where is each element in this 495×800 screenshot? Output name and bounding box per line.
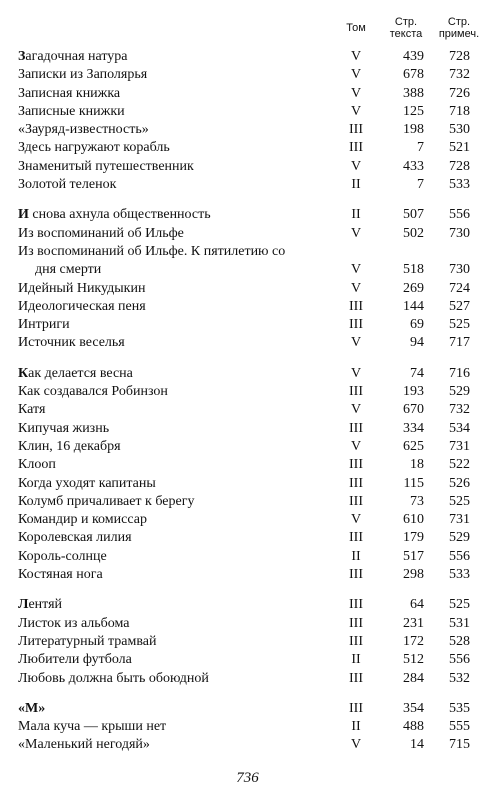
entry-title: Записная книжка: [18, 85, 121, 101]
entry-title: Король-солнце: [18, 548, 107, 564]
entry-text-page: 334: [403, 420, 424, 436]
entry-notes-page: 730: [449, 262, 470, 278]
entry-text-page: 64: [410, 597, 424, 613]
entry-text-page: 388: [403, 85, 424, 101]
entry-notes-page: 730: [449, 225, 470, 241]
entry-volume: II: [351, 652, 361, 668]
index-entry: [0, 225, 495, 243]
index-entry: [0, 548, 495, 566]
entry-notes-page: 522: [449, 457, 470, 473]
entry-volume: III: [349, 298, 363, 314]
entry-notes-page: 728: [449, 49, 470, 64]
entry-title: Катя: [18, 402, 46, 418]
entry-title: Кипучая жизнь: [18, 420, 110, 436]
entry-notes-page: 732: [449, 402, 470, 418]
entry-volume: II: [351, 177, 361, 193]
entry-volume: V: [350, 402, 362, 418]
entry-text-page: 433: [403, 158, 424, 174]
entry-text-page: 144: [403, 298, 424, 314]
entry-volume: III: [349, 670, 363, 686]
entry-notes-page: 731: [449, 438, 470, 454]
entry-title-rest: снова ахнула общественность: [28, 207, 211, 223]
entry-title: «Зауряд-известность»: [18, 122, 149, 138]
entry-title: Любовь должна быть обоюдной: [18, 670, 209, 686]
entry-volume: III: [349, 317, 363, 333]
entry-notes-page: 556: [449, 207, 470, 223]
entry-title-rest: агадочная натура: [25, 49, 128, 64]
entry-volume: V: [350, 512, 362, 528]
index-entry: [0, 316, 495, 334]
entry-notes-page: 732: [449, 67, 470, 83]
index-entry: [0, 66, 495, 84]
entry-volume: V: [350, 225, 362, 241]
index-entry: [0, 651, 495, 669]
notes-page-column-heading: [434, 16, 484, 40]
index-entry: [0, 334, 495, 352]
entry-volume: V: [350, 49, 362, 64]
entry-notes-page: 521: [449, 140, 470, 156]
index-entry: [0, 103, 495, 121]
index-entry: [0, 48, 495, 66]
index-entry: [0, 85, 495, 103]
index-entry: [0, 206, 495, 224]
entry-title: Клин, 16 декабря: [18, 438, 121, 454]
entry-notes-page: 715: [449, 737, 470, 753]
entry-notes-page: 534: [449, 420, 470, 436]
index-entry: [0, 529, 495, 547]
entry-text-page: 517: [403, 548, 424, 564]
entry-title: Интриги: [18, 317, 70, 333]
entry-text-page: 14: [410, 737, 424, 753]
entry-title: [18, 206, 211, 224]
entry-volume: III: [349, 615, 363, 631]
entry-volume: V: [350, 737, 362, 753]
index-entry: [0, 493, 495, 511]
entry-volume: V: [350, 335, 362, 351]
entry-text-page: 125: [403, 103, 424, 119]
entry-title: Из воспоминаний об Ильфе. К пятилетию со: [18, 243, 286, 259]
entry-volume: III: [349, 633, 363, 649]
index-entry: [0, 401, 495, 419]
text-page-column-heading: [386, 16, 426, 40]
entry-text-page: 115: [403, 475, 424, 491]
entry-notes-page: 529: [449, 530, 470, 546]
index-entry: [0, 633, 495, 651]
index-entry: [0, 280, 495, 298]
column-header: [0, 14, 495, 44]
entry-notes-page: 528: [449, 633, 470, 649]
entry-text-page: 298: [403, 567, 424, 583]
index-entry: [0, 298, 495, 316]
section-letter: Л: [18, 597, 29, 613]
entry-text-page: 269: [403, 280, 424, 296]
index-entry: [0, 383, 495, 401]
page-number: 736: [236, 770, 259, 786]
text-page-heading-line: текста: [389, 28, 423, 40]
entry-notes-page: 532: [449, 670, 470, 686]
entry-title-rest: ентяй: [28, 597, 63, 613]
entry-notes-page: 731: [449, 512, 470, 528]
entry-title: [18, 365, 133, 383]
entry-volume: III: [349, 457, 363, 473]
entry-title: Мала куча — крыши нет: [18, 719, 167, 735]
entry-volume: III: [349, 384, 363, 400]
index-entry: [0, 176, 495, 194]
entry-title: Командир и комиссар: [18, 512, 147, 528]
entry-text-page: 678: [403, 67, 424, 83]
entry-notes-page: 530: [449, 122, 470, 138]
entry-volume: III: [349, 140, 363, 156]
entry-volume: III: [349, 493, 363, 509]
index-entry: [0, 700, 495, 718]
entry-text-page: 518: [403, 262, 424, 278]
index-entry: [0, 670, 495, 688]
entry-notes-page: 533: [449, 177, 470, 193]
entry-notes-page: 535: [449, 700, 470, 716]
entry-text-page: 7: [417, 140, 424, 156]
entry-notes-page: 718: [449, 103, 470, 119]
entry-text-page: 512: [403, 652, 424, 668]
index-entry: [0, 615, 495, 633]
entry-text-page: 73: [410, 493, 424, 509]
entry-volume: III: [349, 567, 363, 583]
entry-text-page: 198: [403, 122, 424, 138]
entry-title: [18, 700, 45, 718]
index-entry: [0, 475, 495, 493]
entry-text-page: 231: [403, 615, 424, 631]
entry-text-page: 488: [403, 719, 424, 735]
entry-title: Литературный трамвай: [18, 633, 157, 649]
section-letter: «М»: [18, 700, 46, 716]
entry-title: Клооп: [18, 457, 56, 473]
entry-title: Из воспоминаний об Ильфе: [18, 225, 184, 241]
entry-text-page: 439: [403, 49, 424, 64]
entry-text-page: 7: [417, 177, 424, 193]
index-entry: [0, 566, 495, 584]
entry-title: Идеологическая пеня: [18, 298, 146, 314]
entry-volume: V: [350, 262, 362, 278]
entry-title: «Маленький негодяй»: [18, 737, 150, 753]
index-entry: [0, 365, 495, 383]
entry-title: Знаменитый путешественник: [18, 158, 194, 174]
entry-notes-page: 531: [449, 615, 470, 631]
index-entry: [0, 261, 495, 279]
entry-title: Записки из Заполярья: [18, 67, 148, 83]
entry-title: дня смерти: [35, 262, 102, 278]
entry-volume: V: [350, 67, 362, 83]
entry-text-page: 610: [403, 512, 424, 528]
entry-notes-page: 526: [449, 475, 470, 491]
section-letter: З: [18, 49, 26, 64]
entry-notes-page: 728: [449, 158, 470, 174]
entry-volume: III: [349, 530, 363, 546]
entry-title-rest: ак делается весна: [28, 365, 133, 381]
index-entry: [0, 456, 495, 474]
entry-text-page: 18: [410, 457, 424, 473]
section-letter: К: [18, 365, 29, 381]
entry-volume: II: [351, 207, 361, 223]
entry-notes-page: 525: [449, 317, 470, 333]
entry-notes-page: 717: [449, 335, 470, 351]
entry-volume: V: [350, 280, 362, 296]
entry-volume: II: [351, 548, 361, 564]
entry-title: Источник веселья: [18, 335, 125, 351]
entry-volume: III: [349, 122, 363, 138]
entry-volume: V: [350, 85, 362, 101]
entry-title: Любители футбола: [18, 652, 132, 668]
entry-volume: III: [349, 597, 363, 613]
entry-title: Королевская лилия: [18, 530, 132, 546]
entry-volume: III: [349, 700, 363, 716]
entry-text-page: 179: [403, 530, 424, 546]
entry-notes-page: 525: [449, 493, 470, 509]
entry-title: [18, 48, 128, 66]
entry-volume: V: [350, 158, 362, 174]
entry-title: Как создавался Робинзон: [18, 384, 168, 400]
index-entry: [0, 718, 495, 736]
volume-column-heading: Том: [346, 22, 366, 34]
entry-title: Когда уходят капитаны: [18, 475, 156, 491]
entry-notes-page: 556: [449, 548, 470, 564]
entry-text-page: 94: [410, 335, 424, 351]
entry-title: Колумб причаливает к берегу: [18, 493, 195, 509]
entry-text-page: 502: [403, 225, 424, 241]
notes-page-heading-line: примеч.: [438, 28, 480, 40]
index-entry: [0, 158, 495, 176]
index-entry: [0, 596, 495, 614]
entry-volume: III: [349, 475, 363, 491]
index-entries: [0, 48, 495, 755]
entry-notes-page: 529: [449, 384, 470, 400]
entry-notes-page: 533: [449, 567, 470, 583]
entry-volume: II: [351, 719, 361, 735]
index-entry: [0, 243, 495, 261]
entry-text-page: 69: [410, 317, 424, 333]
entry-title: Костяная нога: [18, 567, 103, 583]
index-entry: [0, 139, 495, 157]
index-entry: [0, 736, 495, 754]
entry-text-page: 284: [403, 670, 424, 686]
entry-notes-page: 716: [449, 365, 470, 381]
entry-text-page: 193: [403, 384, 424, 400]
entry-notes-page: 525: [449, 597, 470, 613]
entry-title: [18, 596, 62, 614]
entry-notes-page: 527: [449, 298, 470, 314]
entry-text-page: 507: [403, 207, 424, 223]
text-page-heading-line: Стр.: [394, 16, 418, 28]
index-entry: [0, 420, 495, 438]
entry-text-page: 625: [403, 438, 424, 454]
entry-text-page: 74: [410, 365, 424, 381]
entry-volume: III: [349, 420, 363, 436]
entry-notes-page: 724: [449, 280, 470, 296]
entry-text-page: 670: [403, 402, 424, 418]
entry-text-page: 354: [403, 700, 424, 716]
index-entry: [0, 511, 495, 529]
entry-title: Записные книжки: [18, 103, 125, 119]
index-entry: [0, 121, 495, 139]
entry-notes-page: 555: [449, 719, 470, 735]
entry-volume: V: [350, 103, 362, 119]
entry-text-page: 172: [403, 633, 424, 649]
section-letter: И: [18, 207, 29, 223]
entry-title: Здесь нагружают корабль: [18, 140, 170, 156]
entry-volume: V: [350, 365, 362, 381]
entry-title: Листок из альбома: [18, 615, 130, 631]
index-entry: [0, 438, 495, 456]
entry-notes-page: 556: [449, 652, 470, 668]
entry-title: Идейный Никудыкин: [18, 280, 146, 296]
notes-page-heading-line: Стр.: [447, 16, 471, 28]
entry-volume: V: [350, 438, 362, 454]
entry-title: Золотой теленок: [18, 177, 117, 193]
entry-notes-page: 726: [449, 85, 470, 101]
